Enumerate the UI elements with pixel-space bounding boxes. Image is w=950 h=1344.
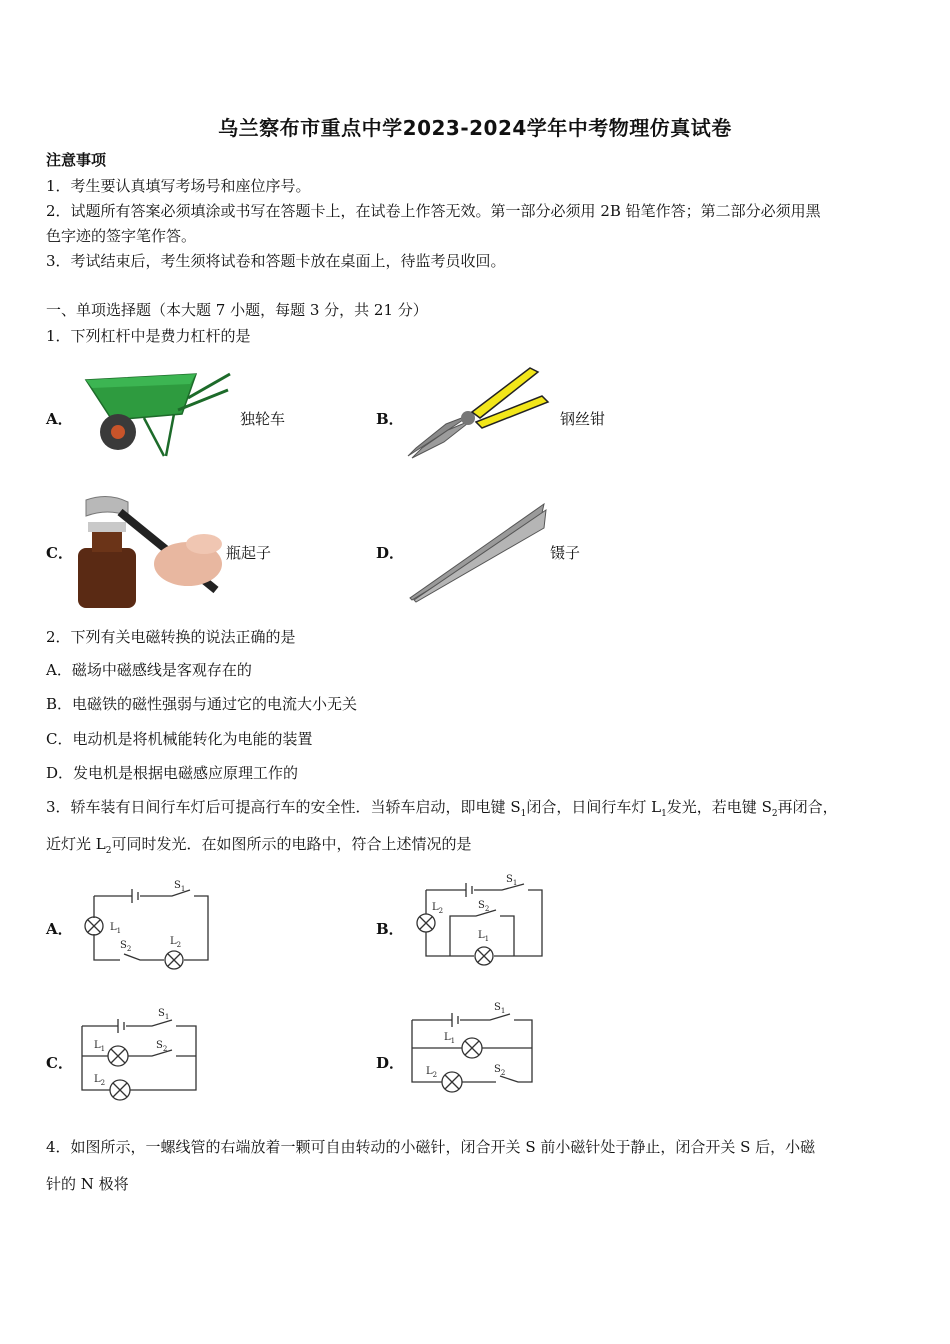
option-letter: A． [46,920,73,938]
svg-text:S1: $S_1$ [174,880,186,893]
question-stem: 3．轿车装有日间行车灯后可提高行车的安全性．当轿车启动，即电键 $S_1$闭合，日间行车灯 $L_1$发光，若电键 $S_2$再闭合， [46,798,838,819]
question-stem-line2: 近灯光 $L_2$可同时发光．在如图所示的电路中，符合上述情况的是 [46,835,472,856]
svg-text:S2: $S_2$ [120,940,132,953]
svg-text:S2: $S_2$ [478,900,490,913]
svg-text:L2: $L_2$ [94,1074,106,1087]
wheelbarrow-icon [78,362,234,460]
question-stem: 1．下列杠杆中是费力杠杆的是 [46,327,251,345]
page-title: 乌兰察布市重点中学2023-2024学年中考物理仿真试卷 [218,116,732,140]
notice-item: 3．考试结束后，考生须将试卷和答题卡放在桌面上，待监考员收回。 [46,252,506,270]
pliers-icon [402,362,554,462]
svg-text:L1: $L_1$ [444,1032,456,1045]
answer-option: B．电磁铁的磁性强弱与通过它的电流大小无关 [46,695,358,713]
option-caption: 瓶起子 [226,544,272,562]
section-heading: 一、单项选择题（本大题 7 小题，每题 3 分，共 21 分） [46,301,428,319]
answer-option: C．电动机是将机械能转化为电能的装置 [46,730,313,748]
option-caption: 独轮车 [240,410,286,428]
bottle-opener-icon [76,494,222,608]
svg-text:L1: $L_1$ [110,922,122,935]
circuit-d-diagram [408,1000,538,1100]
svg-text:S1: $S_1$ [506,874,518,887]
svg-text:L2: $L_2$ [170,936,182,949]
question-stem: 4．如图所示，一螺线管的右端放着一颗可自由转动的小磁针，闭合开关 S 前小磁针处于静止，闭合开关 S 后，小磁 [46,1138,816,1156]
svg-text:S1: $S_1$ [158,1008,170,1021]
option-caption: 镊子 [550,544,581,562]
circuit-a-diagram [80,876,212,972]
option-letter: C． [46,1054,73,1072]
circuit-b-diagram [410,872,550,972]
tweezers-icon [408,500,548,604]
svg-text:S2: $S_2$ [156,1040,168,1053]
question-stem-line2: 针的 N 极将 [46,1175,129,1193]
option-letter: B． [376,410,404,428]
svg-text:L2: $L_2$ [426,1066,438,1079]
option-letter: D． [376,544,405,562]
svg-text:S2: $S_2$ [494,1064,506,1077]
svg-text:L1: $L_1$ [478,930,490,943]
answer-option: A．磁场中磁感线是客观存在的 [46,661,252,679]
svg-text:L2: $L_2$ [432,902,444,915]
circuit-c-diagram [78,1004,202,1104]
option-letter: C． [46,544,73,562]
notice-item: 2．试题所有答案必须填涂或书写在答题卡上，在试卷上作答无效。第一部分必须用 2B 铅笔作答；第二部分必须用黑 [46,202,821,220]
svg-text:S1: $S_1$ [494,1002,506,1015]
option-letter: D． [376,1054,405,1072]
option-letter: A． [46,410,73,428]
notice-item: 1．考生要认真填写考场号和座位序号。 [46,177,311,195]
option-caption: 钢丝钳 [560,410,606,428]
notice-item: 色字迹的签字笔作答。 [46,227,197,245]
option-letter: B． [376,920,404,938]
notice-heading: 注意事项 [46,151,107,169]
svg-text:L1: $L_1$ [94,1040,106,1053]
answer-option: D．发电机是根据电磁感应原理工作的 [46,764,299,782]
question-stem: 2．下列有关电磁转换的说法正确的是 [46,628,296,646]
